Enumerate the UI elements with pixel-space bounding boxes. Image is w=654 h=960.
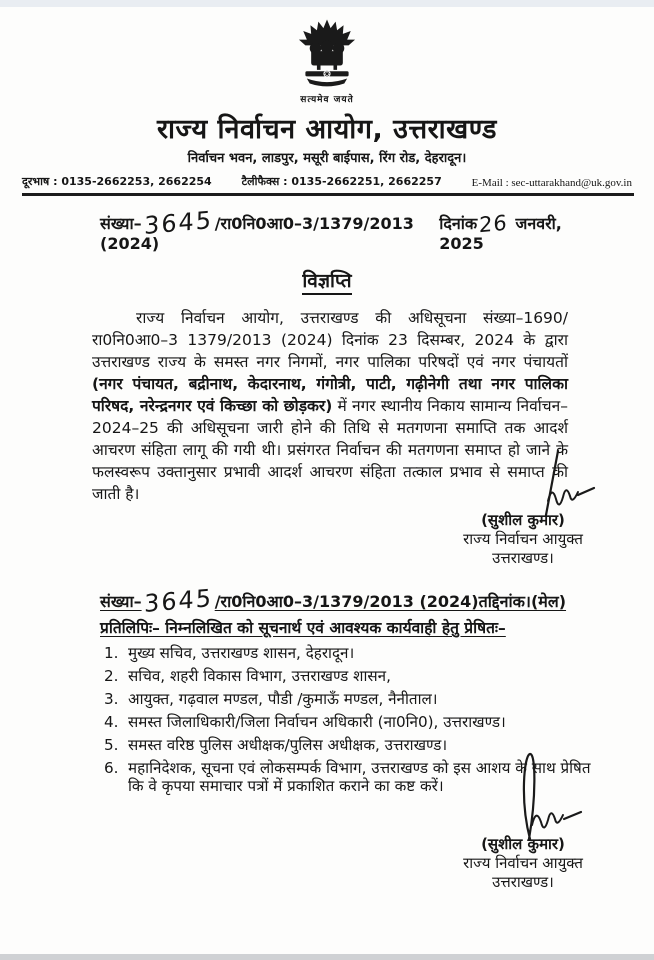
- paragraph-part3: में नगर स्थानीय निकाय सामान्य निर्वाचन–2024–25 की अधिसूचना जारी होने की तिथि से मतगणना समाप्ति तक आदर्श आचरण संहिता लागू की गयी थी। प्रसंगरत निर्वाचन की मतगणना समाप्त हो जाने के फलस्वरूप उक्तानुसार प्रभावी आदर्श आचरण संहिता तत्काल प्रभाव से समाप्त की जाती है।: [92, 397, 568, 503]
- scan-edge-top: [0, 0, 654, 7]
- list-item: [104, 667, 594, 685]
- signature-block-top: [438, 511, 608, 568]
- list-item: [104, 736, 594, 754]
- item-number: 6.: [104, 759, 119, 777]
- item-number: 4.: [104, 713, 119, 731]
- contact-bar: [22, 174, 632, 189]
- list-item: [104, 690, 594, 708]
- header-divider: [22, 193, 634, 196]
- list-item: [104, 644, 594, 662]
- fax-numbers: टैलीफैक्स : 0135-2662251, 2662257: [241, 175, 442, 188]
- item-text: समस्त वरिष्ठ पुलिस अधीक्षक/पुलिस अधीक्षक, उत्तराखण्ड।: [128, 736, 448, 754]
- handwritten-ref-number: 3645: [143, 205, 213, 241]
- paragraph-excluded-bodies-bold: (नगर पंचायत, बद्रीनाथ, केदारनाथ, गंगोत्री, पाटी, गढ़ीनेगी तथा नगर पालिका परिषद, नरेन्द्रनगर एवं किच्छा को छोड़कर): [92, 375, 568, 415]
- notice-heading: विज्ञप्ति: [302, 270, 351, 295]
- item-text: आयुक्त, गढ़वाल मण्डल, पौडी /कुमाऊँ मण्डल, नैनीताल।: [128, 690, 438, 708]
- handwritten-copy-ref-number: 3645: [143, 583, 213, 619]
- item-text: महानिदेशक, सूचना एवं लोकसम्पर्क विभाग, उत्तराखण्ड को इस आशय के साथ प्रेषित कि वे कृपया समाचार पत्रों में प्रकाशित कराने का कष्ट करें।: [128, 759, 591, 795]
- handwritten-date: 26: [478, 210, 509, 238]
- signatory-place: उत्तराखण्ड।: [492, 873, 554, 891]
- list-item: [104, 759, 594, 795]
- item-text: सचिव, शहरी विकास विभाग, उत्तराखण्ड शासन,: [128, 667, 391, 685]
- signatory-place: उत्तराखण्ड।: [492, 549, 554, 567]
- emblem-caption: सत्यमेव जयते: [300, 95, 354, 105]
- item-number: 3.: [104, 690, 119, 708]
- reference-date: [439, 212, 594, 253]
- ref-prefix: संख्या–: [100, 214, 142, 233]
- org-address: निर्वाचन भवन, लाडपुर, मसूरी बाईपास, रिंग रोड, देहरादून।: [187, 151, 467, 166]
- reference-number: [100, 205, 439, 253]
- org-title: राज्य निर्वाचन आयोग, उत्तराखण्ड: [156, 114, 497, 145]
- item-text: समस्त जिलाधिकारी/जिला निर्वाचन अधिकारी (ना0नि0), उत्तराखण्ड।: [128, 713, 506, 731]
- notice-heading-row: [0, 267, 654, 293]
- item-text: मुख्य सचिव, उत्तराखण्ड शासन, देहरादून।: [128, 644, 355, 662]
- ref-suffix: /रा0नि0आ0–3/1379/2013 (2024): [100, 214, 414, 253]
- signature-block-bottom: [438, 835, 608, 892]
- item-number: 2.: [104, 667, 119, 685]
- date-rest: जनवरी, 2025: [439, 214, 562, 253]
- copy-heading: प्रतिलिपिः– निम्नलिखित को सूचनार्थ एवं आवश्यक कार्यवाही हेतु प्रेषितः–: [100, 619, 506, 637]
- signatory-designation: राज्य निर्वाचन आयुक्त: [463, 530, 583, 548]
- copy-reference-line: [100, 583, 594, 619]
- phone-numbers: दूरभाष : 0135-2662253, 2662254: [22, 175, 212, 188]
- notification-paragraph: [92, 307, 568, 505]
- date-label: दिनांक: [439, 214, 478, 233]
- signatory-name: (सुशील कुमार): [481, 511, 565, 529]
- letterhead: [0, 0, 654, 166]
- ashoka-emblem-icon: [291, 18, 363, 90]
- scan-edge-bottom: [0, 954, 654, 960]
- reference-line: [100, 205, 594, 253]
- list-item: [104, 713, 594, 731]
- signatory-name: (सुशील कुमार): [481, 835, 565, 853]
- email-address: E-Mail : sec-uttarakhand@uk.gov.in: [471, 177, 632, 189]
- copy-ref-suffix: /रा0नि0आ0–3/1379/2013 (2024)तद्दिनांक।(मेल): [214, 592, 567, 611]
- item-number: 1.: [104, 644, 119, 662]
- signatory-designation: राज्य निर्वाचन आयुक्त: [463, 854, 583, 872]
- item-number: 5.: [104, 736, 119, 754]
- copy-ref-prefix: संख्या–: [100, 592, 142, 611]
- paragraph-part1: राज्य निर्वाचन आयोग, उत्तराखण्ड की अधिसूचना संख्या–1690/रा0नि0आ0–3 1379/2013 (2024) दिनांक 23 दिसम्बर, 2024 के द्वारा उत्तराखण्ड राज्य के समस्त नगर निगमों, नगर पालिका परिषदों एवं नगर पंचायतों: [92, 309, 568, 371]
- distribution-list: [104, 644, 594, 795]
